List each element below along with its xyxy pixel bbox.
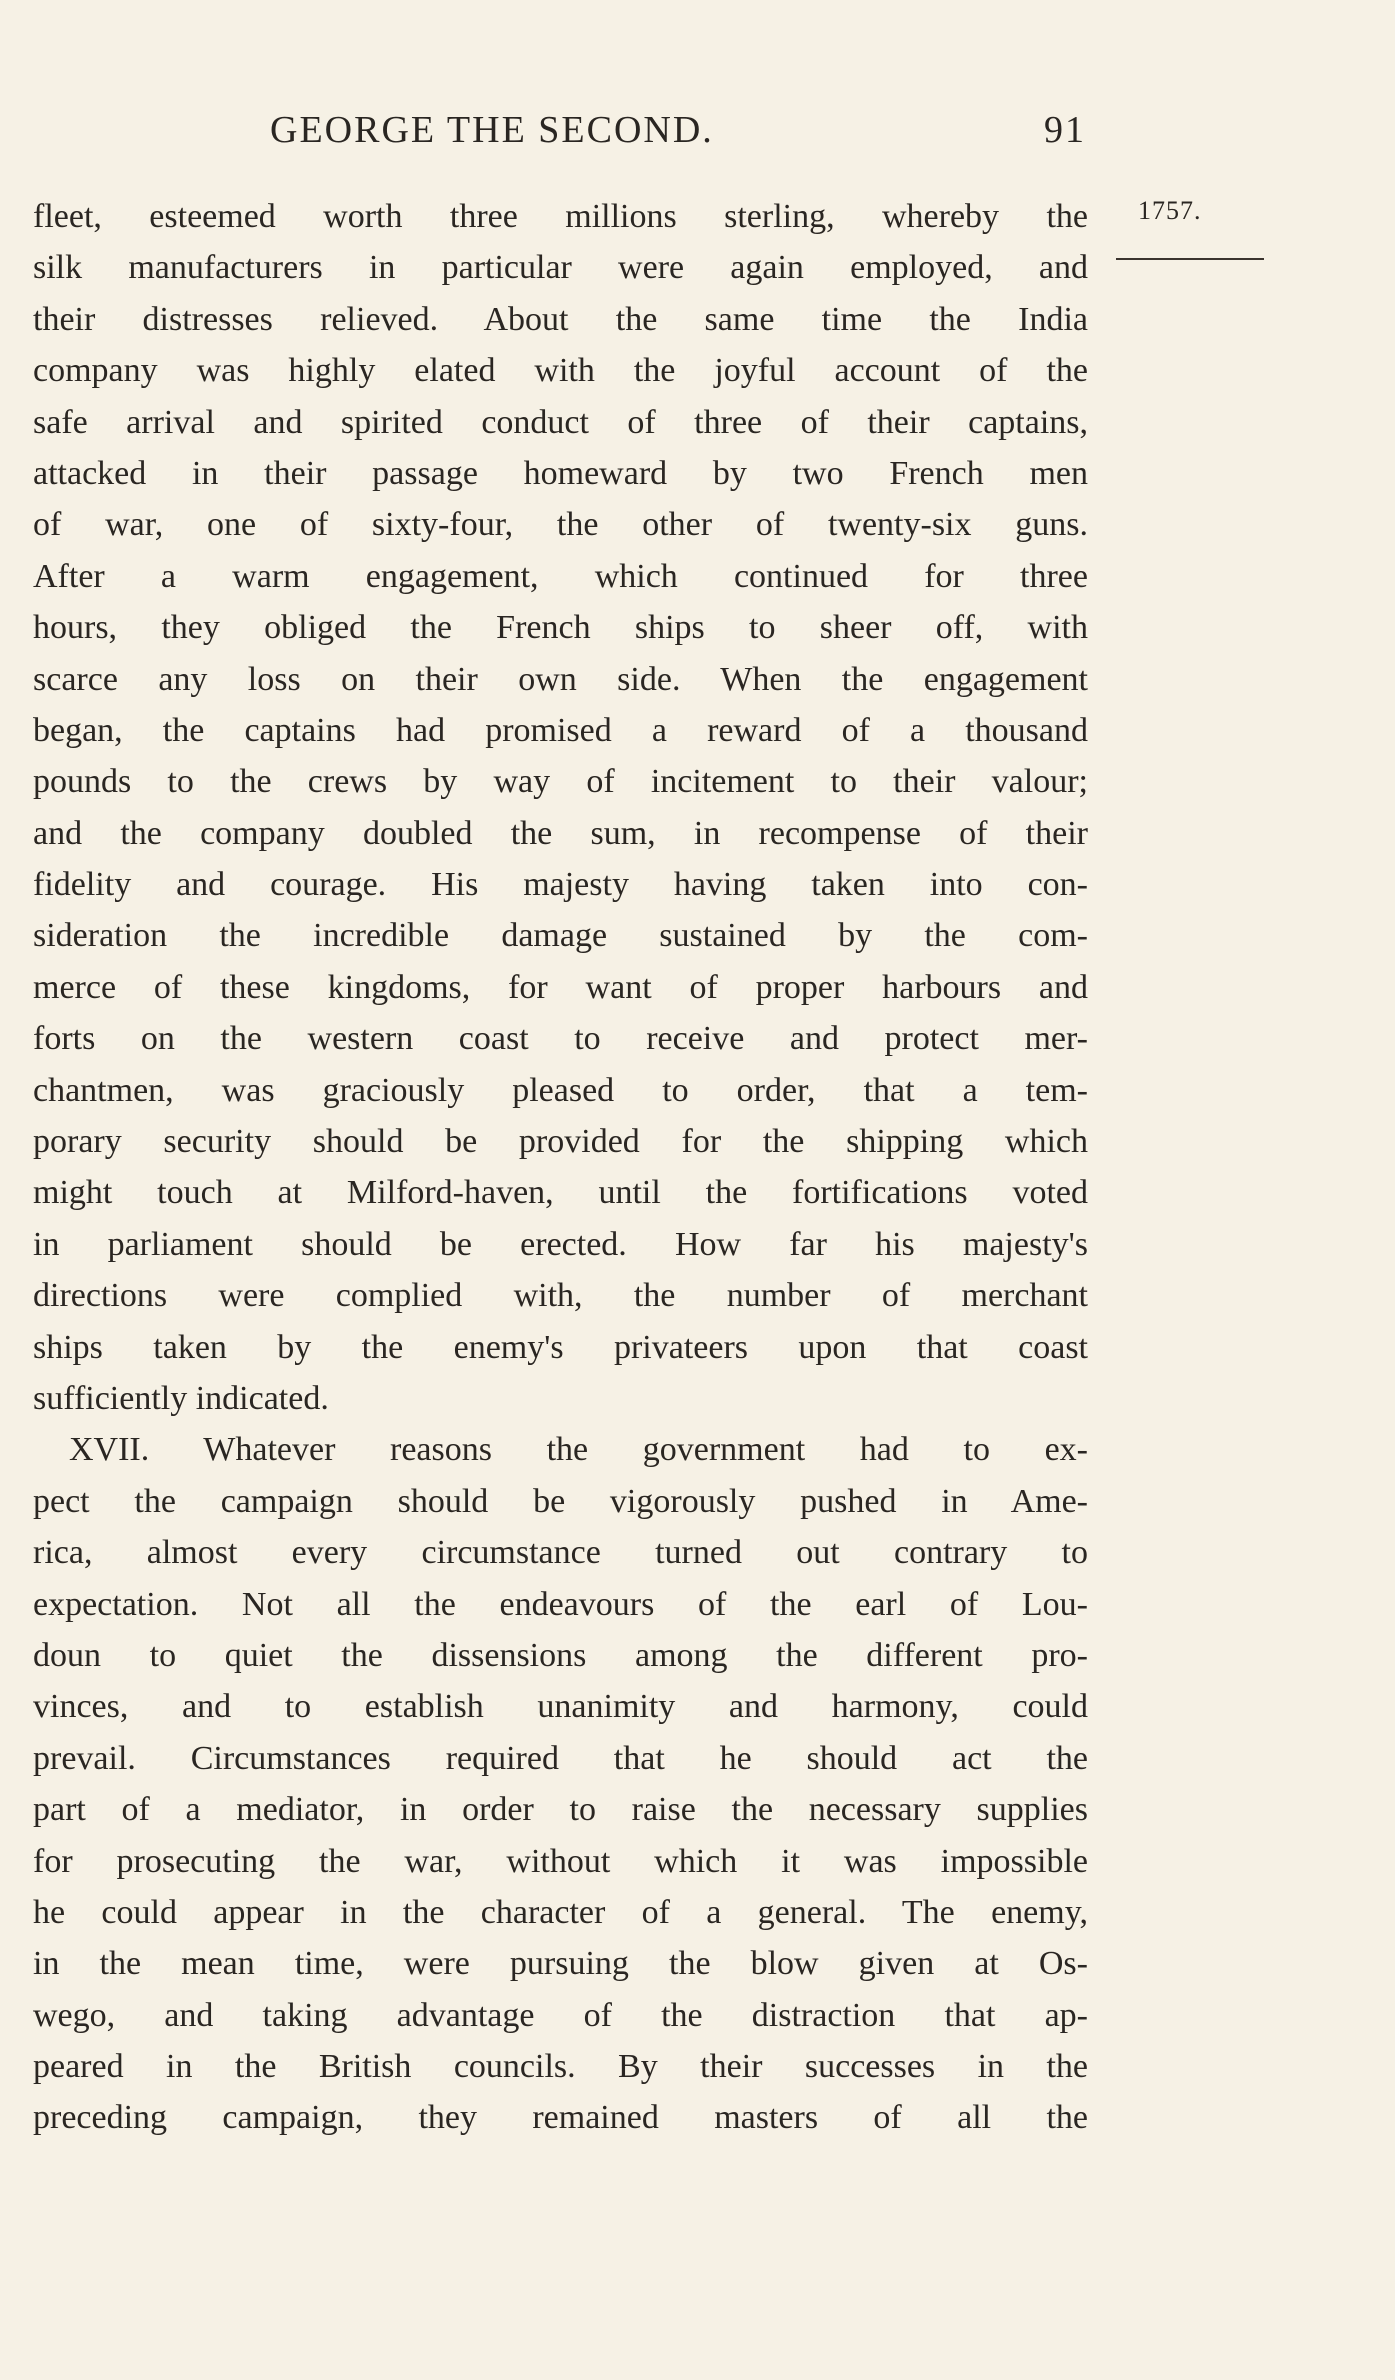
text-line: rica, almost every circumstance turned out contrary to [33, 1534, 1088, 1572]
text-line: hours, they obliged the French ships to sheer off, with [33, 609, 1088, 647]
text-line: pounds to the crews by way of incitement to their valour; [33, 763, 1088, 801]
text-line: fleet, esteemed worth three millions sterling, whereby the [33, 198, 1088, 235]
section-heading-line: XVII. Whatever reasons the government had to ex- [69, 1431, 1088, 1469]
text-line: began, the captains had promised a reward of a thousand [33, 711, 1088, 749]
page-number: 91 [1044, 109, 1086, 151]
text-line: sideration the incredible damage sustained by the com- [33, 917, 1088, 955]
running-title: GEORGE THE SECOND. [270, 109, 714, 151]
text-line: preceding campaign, they remained masters of all the [33, 2099, 1088, 2137]
text-line: of war, one of sixty-four, the other of twenty-six guns. [33, 506, 1088, 544]
text-line: in the mean time, were pursuing the blow given at Os- [33, 1945, 1088, 1983]
text-line: expectation. Not all the endeavours of the earl of Lou- [33, 1585, 1088, 1623]
text-line: their distresses relieved. About the same time the India [33, 300, 1088, 338]
text-line: silk manufacturers in particular were again employed, and [33, 249, 1088, 287]
text-line: company was highly elated with the joyful account of the [33, 352, 1088, 390]
text-line: After a warm engagement, which continued for three [33, 557, 1088, 595]
text-line: forts on the western coast to receive and protect mer- [33, 1020, 1088, 1058]
text-line: pect the campaign should be vigorously pushed in Ame- [33, 1482, 1088, 1520]
text-line: porary security should be provided for the shipping which [33, 1123, 1088, 1161]
text-line: sufficiently indicated. [33, 1379, 329, 1417]
text-line: part of a mediator, in order to raise the necessary supplies [33, 1791, 1088, 1829]
body-text [33, 191, 1088, 2144]
text-line: chantmen, was graciously pleased to order, that a tem- [33, 1071, 1088, 1109]
text-line: wego, and taking advantage of the distraction that ap- [33, 1996, 1088, 2034]
text-line: scarce any loss on their own side. When the engagement [33, 660, 1088, 698]
text-line: merce of these kingdoms, for want of proper harbours and [33, 968, 1088, 1006]
margin-rule [1116, 258, 1264, 260]
text-line: directions were complied with, the number of merchant [33, 1277, 1088, 1315]
text-line: doun to quiet the dissensions among the different pro- [33, 1636, 1088, 1674]
text-line: in parliament should be erected. How far his majesty's [33, 1225, 1088, 1263]
text-line: fidelity and courage. His majesty having taken into con- [33, 866, 1088, 904]
text-line: ships taken by the enemy's privateers upon that coast [33, 1328, 1088, 1366]
text-line: safe arrival and spirited conduct of three of their captains, [33, 403, 1088, 441]
text-line: and the company doubled the sum, in recompense of their [33, 814, 1088, 852]
text-line: vinces, and to establish unanimity and harmony, could [33, 1688, 1088, 1726]
text-line: prevail. Circumstances required that he should act the [33, 1739, 1088, 1777]
text-line: attacked in their passage homeward by two French men [33, 454, 1088, 492]
text-line: might touch at Milford-haven, until the fortifications voted [33, 1174, 1088, 1212]
margin-year: 1757. [1138, 196, 1202, 225]
text-line: for prosecuting the war, without which it was impossible [33, 1842, 1088, 1880]
text-line: he could appear in the character of a general. The enemy, [33, 1893, 1088, 1931]
text-line: peared in the British councils. By their successes in the [33, 2048, 1088, 2086]
running-header [270, 108, 1086, 168]
